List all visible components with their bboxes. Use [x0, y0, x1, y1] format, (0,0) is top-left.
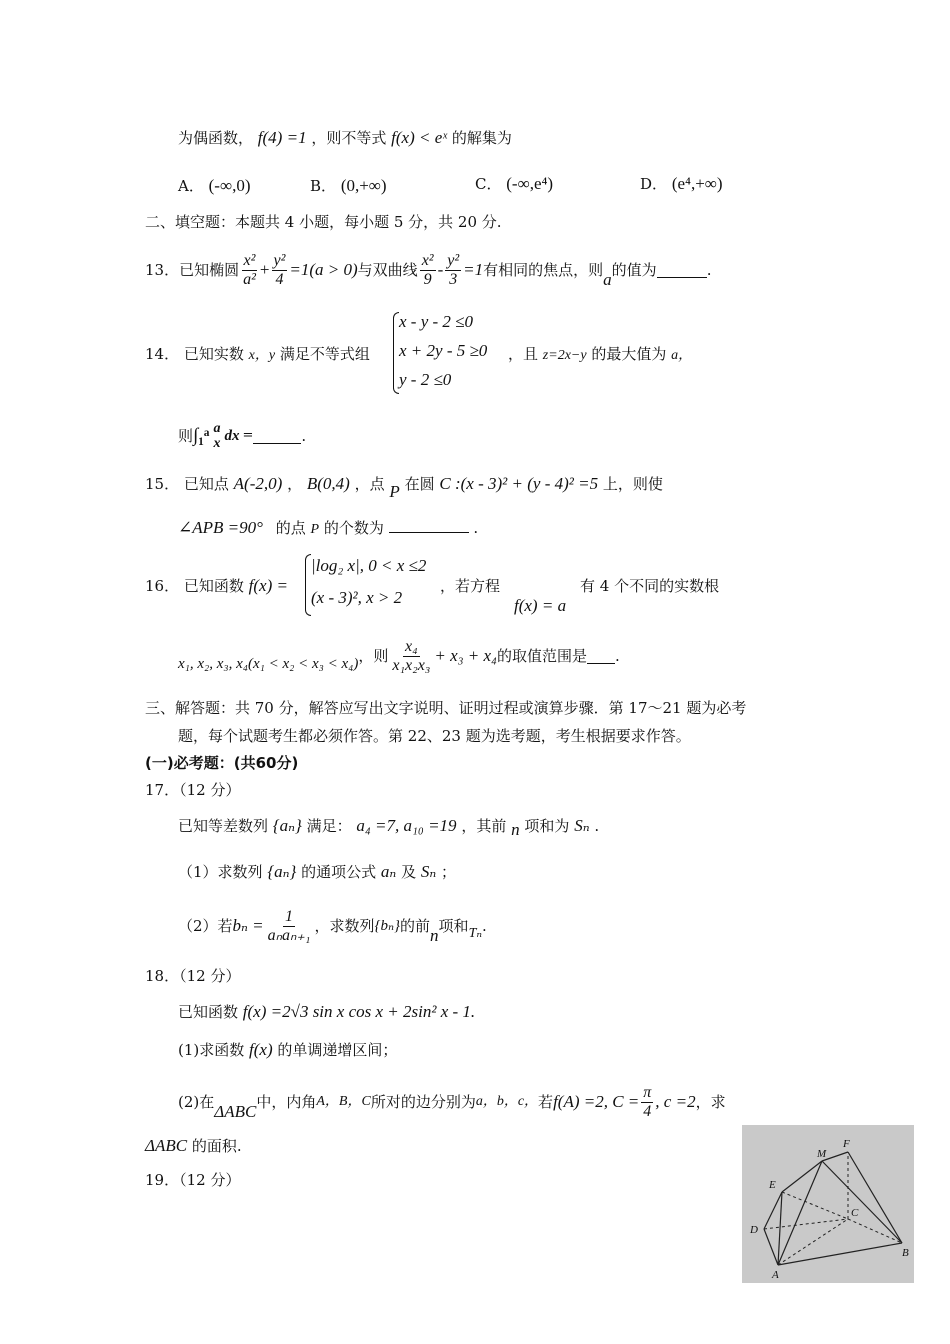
q13 — [145, 250, 711, 290]
numerator: x₄ — [405, 637, 418, 655]
q14-variable: a， — [671, 348, 693, 363]
q13-variable: a — [603, 270, 612, 289]
q16-line1 — [145, 576, 288, 596]
fraction — [241, 252, 258, 289]
label-D: D — [750, 1224, 758, 1236]
numerator: π — [643, 1083, 652, 1101]
q16-text: 已知函数 — [183, 577, 244, 595]
answer-blank[interactable] — [587, 649, 615, 664]
sequence-bn: {bₙ} — [374, 918, 401, 934]
label-F: F — [843, 1138, 850, 1150]
sequence-an: {aₙ} — [267, 862, 297, 881]
q14-variables: x，y — [248, 348, 276, 363]
option-label: C． — [475, 175, 502, 193]
section-2-heading: 二、填空题：本题共 4 小题，每小题 5 分，共 20 分. — [145, 213, 502, 231]
section-3-sub: (一)必考题：(共60分) — [145, 754, 299, 772]
q12-condition: f(4) =1 — [257, 128, 307, 147]
edge-MB — [822, 1161, 902, 1243]
q17-variable: n — [511, 820, 520, 839]
q16-equation-text: f(x) = a — [514, 596, 567, 615]
q17-text: ，其前 — [461, 817, 507, 835]
q15-text: . — [473, 519, 479, 537]
q18-condition: , c =2 — [655, 1092, 696, 1111]
fraction — [445, 252, 461, 289]
q12-option-c — [475, 174, 553, 194]
q17-text: 的通项公式 — [301, 863, 377, 881]
q17-line1 — [178, 816, 600, 839]
question-number: 14． — [145, 345, 180, 363]
q12-text: ，则不等式 — [311, 129, 387, 147]
option-value: (0,+∞) — [340, 176, 387, 195]
q16-function: f(x) = — [248, 576, 288, 595]
edge-FB — [848, 1152, 902, 1243]
numerator: x² — [421, 251, 434, 269]
q18-triangle: ΔABC — [214, 1102, 257, 1121]
q18-angles: A，B，C — [316, 1094, 371, 1109]
q18-triangle: ΔABC — [145, 1136, 188, 1155]
q15-text: 在圆 — [404, 475, 435, 493]
q15-text: ，点 — [354, 475, 385, 493]
q17-tn: Tₙ — [468, 926, 483, 941]
q17-part1 — [178, 862, 456, 882]
label-M: M — [817, 1148, 827, 1160]
q18-function: f(x) =2√3 sin x cos x + 2sin² x - 1. — [242, 1002, 476, 1021]
q16-line2 — [178, 636, 620, 676]
q18-line1 — [178, 1002, 475, 1022]
q17-text: （1）求数列 — [178, 863, 263, 881]
numerator: y² — [273, 251, 286, 269]
q17-condition: a₄ =7, a₁₀ =19 — [356, 816, 457, 835]
q18-text: (2)在 — [178, 1093, 215, 1111]
question-number: 15． — [145, 475, 180, 493]
q17-part2 — [178, 904, 487, 948]
q14-line1 — [145, 344, 370, 366]
fraction — [390, 638, 432, 675]
q15-text: 的个数为 — [323, 519, 384, 537]
q18-function: f(x) — [249, 1040, 273, 1059]
point-p: P — [310, 522, 320, 537]
denominator: a² — [243, 270, 256, 288]
operator: - — [437, 260, 444, 279]
q12-statement — [178, 128, 512, 148]
denominator: 4 — [643, 1102, 652, 1120]
denominator: aₙaₙ₊₁ — [267, 926, 311, 944]
q17-text: 及 — [401, 863, 417, 881]
q13-text: 有相同的焦点，则 — [483, 261, 604, 279]
q13-text: 已知椭圆 — [179, 261, 240, 279]
q18-text: 的面积. — [191, 1137, 242, 1155]
q18-text: 中，内角 — [256, 1093, 317, 1111]
case-line-2: (x - 3)², x > 2 — [311, 588, 403, 607]
q12-option-a — [178, 176, 250, 196]
system-line-3: y - 2 ≤0 — [399, 370, 452, 389]
q12-text: 为偶函数， — [178, 129, 254, 147]
q16-text: ，若方程 — [440, 577, 501, 595]
q17-text: （2）若 — [178, 917, 233, 935]
q17-head: 17．（12 分） — [145, 781, 241, 799]
edge-EC — [782, 1192, 848, 1219]
circle-equation: C :(x - 3)² + (y - 4)² =5 — [439, 474, 599, 493]
q17-text: 已知等差数列 — [178, 817, 269, 835]
fraction — [211, 421, 222, 451]
q16-expression: + x₃ + x₄ — [434, 646, 497, 665]
fraction — [641, 1084, 653, 1121]
q14-text: . — [301, 427, 307, 445]
q14-text: ，且 — [508, 345, 539, 363]
q12-option-d — [640, 174, 723, 194]
polyhedron-diagram — [742, 1125, 914, 1283]
denominator: x₁x₂x₃ — [392, 656, 431, 674]
q18-text: ，求 — [695, 1093, 726, 1111]
q13-text: 的值为 — [611, 261, 657, 279]
label-A: A — [772, 1269, 779, 1281]
q15-text: ， — [287, 475, 303, 493]
q17-text: 项和 — [438, 917, 469, 935]
q16-line1-tail — [580, 576, 719, 596]
q16-roots: x₁, x₂, x₃, x₄(x₁ < x₂ < x₃ < x₄) — [178, 656, 359, 672]
q18-text: 所对的边分别为 — [370, 1093, 476, 1111]
q17-variable: n — [430, 926, 439, 945]
point-b: B(0,4) — [306, 474, 350, 493]
edge-AB — [778, 1243, 902, 1265]
fraction — [420, 252, 436, 289]
denominator: 4 — [275, 270, 284, 288]
option-value: (-∞,e⁴) — [506, 174, 554, 193]
q17-text: . — [594, 817, 600, 835]
numerator: y² — [447, 251, 460, 269]
q14-text: 则 — [178, 427, 194, 445]
option-value: (e⁴,+∞) — [671, 174, 723, 193]
q16-text: 有 4 个不同的实数根 — [580, 577, 720, 595]
fraction — [266, 908, 313, 945]
q14-differential: dx — [224, 428, 240, 444]
q16-text: 的取值范围是 — [496, 647, 587, 665]
q15-text: 已知点 — [183, 475, 229, 493]
q13-equation: =1(a > 0) — [289, 260, 358, 279]
q15-text: 上，则使 — [602, 475, 663, 493]
section-3-heading: 三、解答题：共 70 分，解答应写出文字说明、证明过程或演算步骤．第 17～21 题为必考 — [145, 699, 747, 717]
operator: + — [259, 260, 270, 279]
q17-text: 项和为 — [524, 817, 570, 835]
q15-line2 — [178, 518, 478, 540]
q16-text: . — [614, 647, 620, 665]
q17-text: 的前 — [400, 917, 431, 935]
question-number: 13． — [145, 261, 180, 279]
q18-part1 — [178, 1040, 397, 1060]
answer-blank[interactable] — [253, 429, 301, 444]
angle-condition: ∠APB =90° — [178, 518, 263, 537]
q18-line3 — [145, 1136, 242, 1156]
q17-sum: Sₙ — [574, 816, 590, 835]
q14-text: 已知实数 — [183, 345, 244, 363]
case-line-1: |log₂ x|, 0 < x ≤2 — [311, 556, 427, 575]
denominator: 9 — [423, 270, 432, 288]
q14-text: 满足不等式组 — [279, 345, 370, 363]
option-label: A． — [178, 177, 204, 195]
edge-EA — [778, 1192, 782, 1265]
q12-text: 的解集为 — [451, 129, 512, 147]
q18-part2 — [178, 1080, 726, 1124]
edge-DA — [764, 1229, 778, 1265]
fraction — [272, 252, 288, 289]
q14-line2 — [178, 416, 306, 456]
q17-text: 满足： — [306, 817, 352, 835]
geometry-figure — [742, 1125, 914, 1283]
q18-sides: a，b，c， — [475, 1094, 539, 1109]
option-value: (-∞,0) — [208, 176, 251, 195]
q16-equation — [514, 596, 566, 616]
q17-sum: Sₙ — [420, 862, 437, 881]
q14-objective: z=2x−y — [542, 348, 587, 363]
denominator: 3 — [449, 270, 458, 288]
answer-blank[interactable] — [657, 263, 707, 278]
system-line-1: x - y - 2 ≤0 — [399, 312, 473, 331]
label-E: E — [769, 1179, 776, 1191]
q15-text: 的点 — [275, 519, 306, 537]
section-3-note: 题，每个试题考生都必须作答。第 22、23 题为选考题，考生根据要求作答。 — [178, 727, 691, 745]
q17-bn: bₙ = — [232, 916, 264, 935]
q17-term: aₙ — [380, 862, 397, 881]
label-B: B — [902, 1247, 909, 1259]
point-p: P — [389, 482, 400, 501]
q12-option-b — [310, 176, 387, 196]
q18-head: 18．（12 分） — [145, 967, 241, 985]
q13-text: . — [706, 261, 712, 279]
q14-text: = — [242, 428, 254, 443]
system-line-2: x + 2y - 5 ≥0 — [399, 341, 488, 360]
q18-text: 若 — [538, 1093, 554, 1111]
answer-blank[interactable] — [389, 518, 469, 533]
q13-text: 与双曲线 — [357, 261, 418, 279]
edge-CB — [848, 1219, 902, 1243]
option-label: B． — [310, 177, 337, 195]
edge-MA — [778, 1161, 822, 1265]
numerator: x² — [243, 251, 256, 269]
q15-line1 — [145, 474, 663, 501]
sequence-an: {aₙ} — [272, 816, 302, 835]
q14-line1-tail — [508, 344, 692, 366]
q18-text: (1)求函数 — [178, 1041, 245, 1059]
edge-ED — [764, 1192, 782, 1229]
numerator: 1 — [285, 907, 294, 925]
q19-head: 19．（12 分） — [145, 1171, 241, 1189]
q18-condition: f(A) =2, C = — [553, 1092, 640, 1111]
q12-inequality: f(x) < eˣ — [391, 128, 448, 147]
q18-text: 的单调递增区间； — [277, 1041, 398, 1059]
numerator: a — [213, 421, 221, 436]
q16-text: ，则 — [358, 647, 389, 665]
question-number: 16． — [145, 577, 180, 595]
q13-equation: =1 — [463, 260, 484, 279]
q17-text: ，求数列 — [314, 917, 375, 935]
q18-text: 已知函数 — [178, 1003, 239, 1021]
q17-text: ； — [441, 863, 457, 881]
label-C: C — [851, 1207, 859, 1219]
integral-sign: ∫₁ᵃ — [193, 425, 210, 446]
q16-line1-mid — [440, 576, 500, 596]
denominator: x — [213, 436, 221, 451]
option-label: D． — [640, 175, 668, 193]
point-a: A(-2,0) — [233, 474, 283, 493]
q17-text: . — [482, 917, 487, 935]
q14-text: 的最大值为 — [591, 345, 667, 363]
